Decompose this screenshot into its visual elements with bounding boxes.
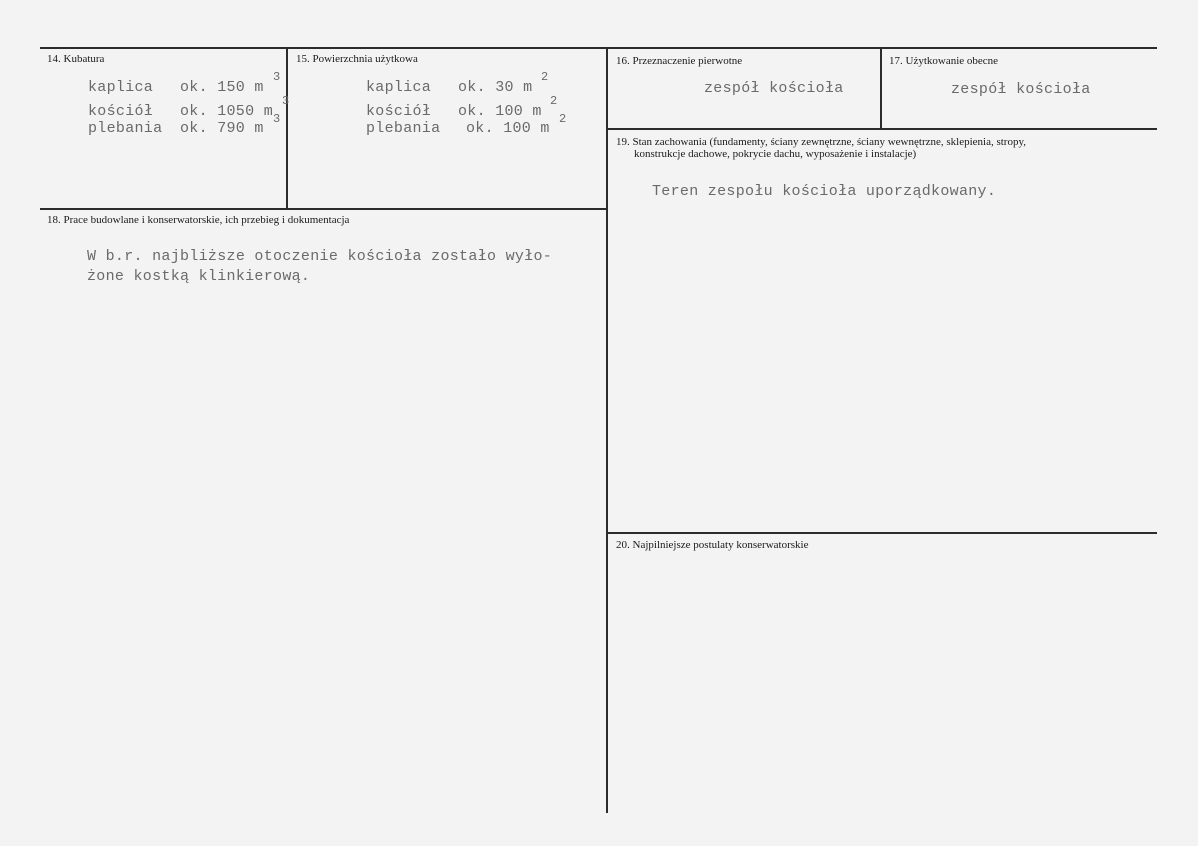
f15-row-3-exp: 2 xyxy=(559,112,567,126)
field-18-line-1: W b.r. najbliższe otoczenie kościoła zostało wyło- xyxy=(87,248,553,265)
f15-row-2-value: ok. 100 m xyxy=(458,103,542,120)
field-19-label-line-1: 19. Stan zachowania (fundamenty, ściany zewnętrzne, ściany wewnętrzne, sklepienia, stropy, xyxy=(616,136,1027,148)
f15-row-1-value: ok. 30 m xyxy=(458,79,533,96)
f14-row-1-name: kaplica xyxy=(88,79,154,96)
field-20-label: 20. Najpilniejsze postulaty konserwatorskie xyxy=(616,539,809,551)
field-16-label: 16. Przeznaczenie pierwotne xyxy=(616,55,743,67)
field-19-label-line-2: konstrukcje dachowe, pokrycie dachu, wyposażenie i instalacje) xyxy=(634,148,917,160)
rule-above-20 xyxy=(606,532,1157,534)
f14-row-1-exp: 3 xyxy=(273,70,281,84)
f15-row-2-exp: 2 xyxy=(550,94,558,108)
field-15-label: 15. Powierzchnia użytkowa xyxy=(296,53,418,65)
f15-row-3-name: plebania xyxy=(366,120,441,137)
divider-main xyxy=(606,47,608,813)
f14-row-3-value: ok. 790 m xyxy=(180,120,264,137)
field-14-label: 14. Kubatura xyxy=(47,53,105,65)
field-17-label: 17. Użytkowanie obecne xyxy=(889,55,999,67)
f14-row-2-value: ok. 1050 m xyxy=(180,103,274,120)
rule-under-14-15 xyxy=(40,208,607,210)
field-16-value: zespół kościoła xyxy=(704,80,844,97)
field-18-label: 18. Prace budowlane i konserwatorskie, ich przebieg i dokumentacja xyxy=(47,214,350,226)
field-18-line-2: żone kostką klinkierową. xyxy=(87,268,311,285)
f14-row-2-exp: 3 xyxy=(282,94,290,108)
f15-row-1-exp: 2 xyxy=(541,70,549,84)
rule-under-16-17 xyxy=(606,128,1157,130)
f15-row-2-name: kościół xyxy=(366,103,432,120)
field-19-value: Teren zespołu kościoła uporządkowany. xyxy=(652,183,997,200)
f15-row-1-name: kaplica xyxy=(366,79,432,96)
field-17-value: zespół kościoła xyxy=(951,81,1091,98)
divider-16-17 xyxy=(880,47,882,129)
f14-row-3-exp: 3 xyxy=(273,112,281,126)
f14-row-1-value: ok. 150 m xyxy=(180,79,264,96)
top-rule xyxy=(40,47,1157,49)
f14-row-2-name: kościół xyxy=(88,103,154,120)
f15-row-3-value: ok. 100 m xyxy=(466,120,550,137)
divider-14-15 xyxy=(286,47,288,209)
f14-row-3-name: plebania xyxy=(88,120,163,137)
